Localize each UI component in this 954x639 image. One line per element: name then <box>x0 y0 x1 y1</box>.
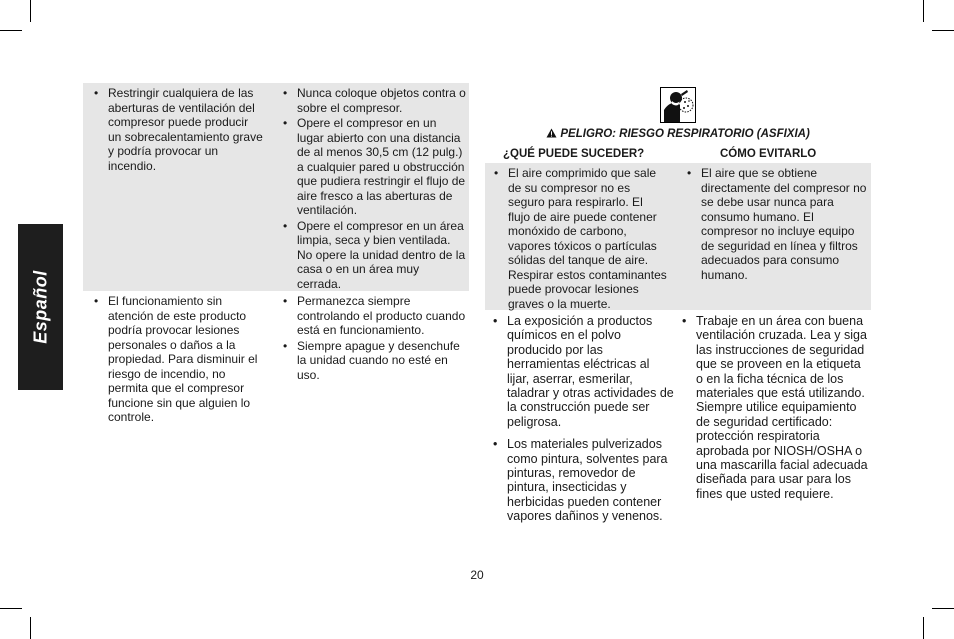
list-item: • Siempre apague y desenchufe la unidad cuando no esté en uso. <box>281 339 466 383</box>
right-row1-hazard <box>492 166 668 312</box>
crop-mark <box>923 617 924 639</box>
list-item: • Trabaje en un área con buena ventilación cruzada. Lea y siga las instrucciones de seguridad que se proveen en la etiqueta o en la ficha técnica de los materiales que está utilizando. Siempre utilice equipamiento de seguridad certificado: protección respiratoria aprobada por NIOSH/OSHA o una mascarilla facial adecuada diseñada para usar para los fines que usted requiere. <box>680 314 868 501</box>
list-item: • Opere el compresor en un área limpia, seca y bien ventilada. No opere la unidad dentro de la casa o en un área muy cerrada. <box>281 219 466 292</box>
warning-triangle-icon <box>546 128 557 138</box>
how-to-prevent-header: CÓMO EVITARLO <box>720 148 817 160</box>
danger-title-text: PELIGRO: RIESGO RESPIRATORIO (ASFIXIA) <box>560 128 810 140</box>
language-tab <box>18 224 63 390</box>
left-row2-remedy <box>281 294 466 383</box>
right-row2-remedy <box>680 314 868 509</box>
what-can-happen-header: ¿QUÉ PUEDE SUCEDER? <box>503 148 645 160</box>
list-item: • Permanezca siempre controlando el producto cuando está en funcionamiento. <box>281 294 466 338</box>
crop-mark <box>923 0 924 22</box>
left-row1-hazard <box>92 86 264 174</box>
crop-mark <box>0 30 22 31</box>
list-item: • El aire que se obtiene directamente del compresor no se debe usar nunca para consumo humano. El compresor no incluye equipo de seguridad en línea y filtros adecuados para consumo humano. <box>685 166 867 282</box>
list-item: • Nunca coloque objetos contra o sobre el compresor. <box>281 86 466 115</box>
right-row2-hazard <box>491 314 675 532</box>
crop-mark <box>932 30 954 31</box>
left-row1-remedy <box>281 86 466 292</box>
list-item: • El aire comprimido que sale de su compresor no es seguro para respirarlo. El flujo de aire puede contener monóxido de carbono, vapores tóxicos o partículas sólidas del tanque de aire. Respirar estos contaminantes puede provocar lesiones graves o la muerte. <box>492 166 668 311</box>
list-item: • Restringir cualquiera de las aberturas de ventilación del compresor puede producir un sobrecalentamiento grave y podría provocar un incendio. <box>92 86 264 173</box>
crop-mark <box>0 608 22 609</box>
list-item: • La exposición a productos químicos en el polvo producido por las herramientas eléctricas al lijar, aserrar, esmerilar, taladrar y otras actividades de la construcción puede ser peligrosa. <box>491 314 675 429</box>
crop-mark <box>30 617 31 639</box>
left-row2-hazard <box>92 294 264 426</box>
list-item: • Opere el compresor en un lugar abierto con una distancia de al menos 30,5 cm (12 pulg.) a cualquier pared u obstrucción que pudiera restringir el flujo de aire fresco a las aberturas de ventilación. <box>281 116 466 218</box>
danger-title <box>485 128 871 140</box>
list-item: • Los materiales pulverizados como pintura, solventes para pinturas, removedor de pintura, insecticidas y herbicidas pueden contener vapores dañinos y venenos. <box>491 437 675 523</box>
respiratory-hazard-icon <box>660 87 696 123</box>
crop-mark <box>932 608 954 609</box>
crop-mark <box>30 0 31 22</box>
page-number: 20 <box>470 568 484 582</box>
right-row1-remedy <box>685 166 867 283</box>
list-item: • El funcionamiento sin atención de este producto podría provocar lesiones personales o daños a la propiedad. Para disminuir el riesgo de incendio, no permita que el compresor funcione sin que alguien lo controle. <box>92 294 264 425</box>
language-tab-label: Español <box>30 270 50 344</box>
respiratory-hazard-graphic <box>661 88 695 122</box>
